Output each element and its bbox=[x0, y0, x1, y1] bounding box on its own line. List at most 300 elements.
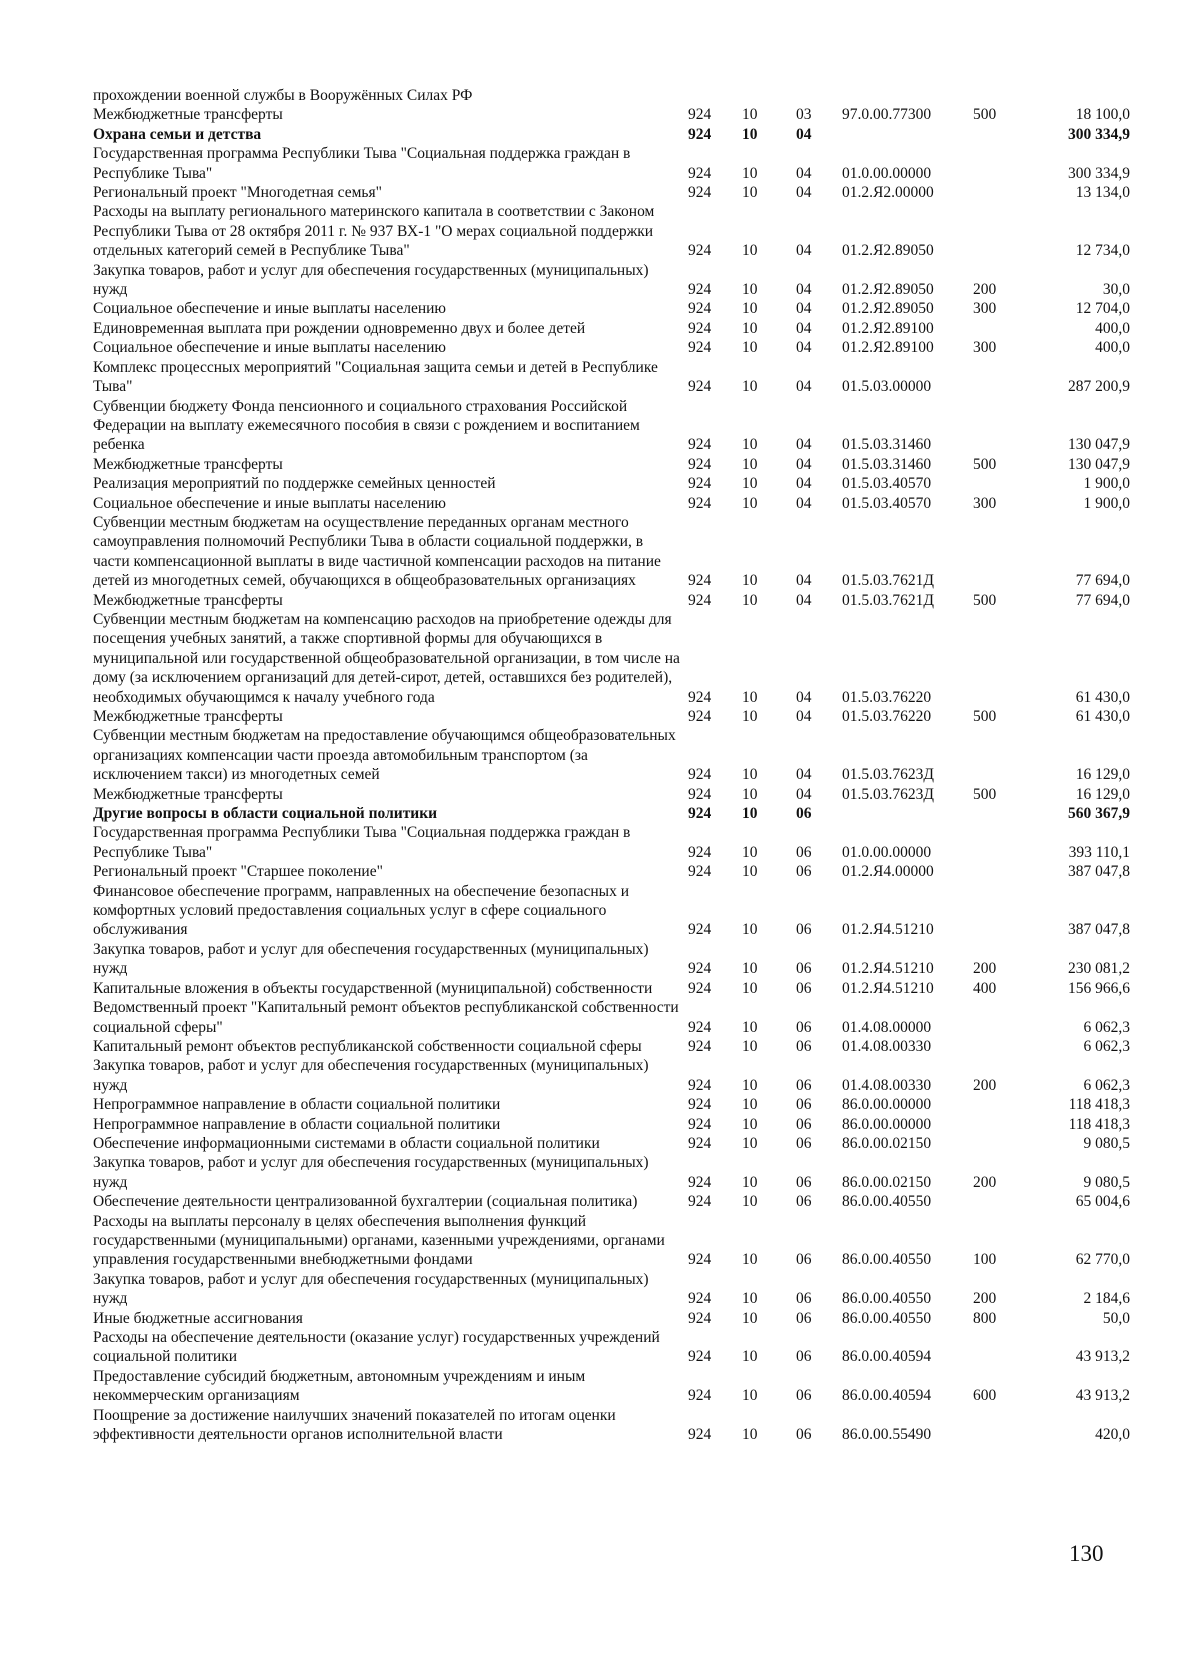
expense-type-cell bbox=[973, 1115, 1023, 1134]
table-row bbox=[93, 591, 1130, 610]
section-code-cell bbox=[742, 86, 796, 105]
target-article-cell bbox=[842, 804, 973, 823]
ved-code-cell: 924 bbox=[688, 921, 712, 939]
target-article-cell: 01.5.03.7623Д bbox=[842, 785, 934, 803]
section-code-cell: 10 bbox=[742, 494, 758, 512]
table-row bbox=[93, 474, 1130, 493]
section-code-cell: 10 bbox=[742, 863, 758, 881]
amount-cell: 62 770,0 bbox=[1075, 1251, 1130, 1269]
section-code-cell: 10 bbox=[742, 242, 758, 260]
section-code-cell: 10 bbox=[742, 572, 758, 590]
table-row bbox=[93, 862, 1130, 881]
expense-type-cell: 100 bbox=[973, 1251, 997, 1269]
amount-cell: 6 062,3 bbox=[1083, 1076, 1130, 1094]
expense-type-cell: 200 bbox=[973, 1290, 997, 1308]
amount-cell: 13 134,0 bbox=[1075, 184, 1130, 202]
expense-type-cell: 500 bbox=[973, 455, 997, 473]
section-code-cell: 10 bbox=[742, 378, 758, 396]
table-row bbox=[93, 726, 1130, 784]
amount-cell: 50,0 bbox=[1102, 1309, 1130, 1327]
target-article-cell: 01.5.03.76220 bbox=[842, 688, 932, 706]
amount-cell: 12 704,0 bbox=[1075, 300, 1130, 318]
table-row bbox=[93, 998, 1130, 1037]
target-article-cell: 01.5.03.40570 bbox=[842, 475, 932, 493]
expense-type-cell bbox=[973, 726, 1023, 784]
expense-type-cell bbox=[973, 610, 1023, 707]
row-name-cell: Капитальные вложения в объекты государственной (муниципальной) собственности bbox=[93, 979, 653, 997]
target-article-cell bbox=[842, 86, 973, 105]
section-code-cell: 10 bbox=[742, 339, 758, 357]
row-name-cell: Закупка товаров, работ и услуг для обеспечения государственных (муниципальных) нужд bbox=[93, 940, 649, 978]
expense-type-cell bbox=[973, 804, 1023, 823]
table-row bbox=[93, 882, 1130, 940]
row-name-cell: Закупка товаров, работ и услуг для обеспечения государственных (муниципальных) нужд bbox=[93, 261, 649, 299]
subsection-code-cell: 04 bbox=[796, 766, 812, 784]
section-code-cell: 10 bbox=[742, 1309, 758, 1327]
row-name-cell: Охрана семьи и детства bbox=[93, 125, 262, 143]
subsection-code-cell: 04 bbox=[796, 125, 812, 143]
ved-code-cell: 924 bbox=[688, 1037, 712, 1055]
expense-type-cell bbox=[973, 1037, 1023, 1056]
amount-cell: 300 334,9 bbox=[1068, 164, 1130, 182]
expense-type-cell bbox=[973, 319, 1023, 338]
expense-type-cell: 500 bbox=[973, 106, 997, 124]
row-name-cell: Комплекс процессных мероприятий "Социальная защита семьи и детей в Республике Тыва" bbox=[93, 358, 658, 396]
amount-cell bbox=[1023, 86, 1130, 105]
table-row bbox=[93, 785, 1130, 804]
subsection-code-cell: 06 bbox=[796, 1134, 812, 1152]
ved-code-cell: 924 bbox=[688, 1426, 712, 1444]
subsection-code-cell: 06 bbox=[796, 1348, 812, 1366]
ved-code-cell: 924 bbox=[688, 843, 712, 861]
expense-type-cell bbox=[973, 474, 1023, 493]
section-code-cell: 10 bbox=[742, 1018, 758, 1036]
amount-cell: 300 334,9 bbox=[1068, 125, 1130, 143]
target-article-cell: 01.2.Я2.89100 bbox=[842, 319, 934, 337]
target-article-cell bbox=[842, 125, 973, 144]
target-article-cell: 01.4.08.00330 bbox=[842, 1037, 932, 1055]
target-article-cell: 86.0.00.00000 bbox=[842, 1096, 932, 1114]
row-name-cell: Расходы на выплаты персоналу в целях обеспечения выполнения функций государственными (муниципальными) органами, казенными учреждениями, органами управления государственными внебюджетными фондами bbox=[93, 1212, 665, 1269]
amount-cell: 130 047,9 bbox=[1068, 436, 1130, 454]
target-article-cell: 01.5.03.40570 bbox=[842, 494, 932, 512]
ved-code-cell: 924 bbox=[688, 455, 712, 473]
subsection-code-cell: 04 bbox=[796, 572, 812, 590]
ved-code-cell: 924 bbox=[688, 378, 712, 396]
ved-code-cell: 924 bbox=[688, 164, 712, 182]
target-article-cell: 01.5.03.7623Д bbox=[842, 766, 934, 784]
subsection-code-cell: 04 bbox=[796, 300, 812, 318]
expense-type-cell: 300 bbox=[973, 300, 997, 318]
table-row bbox=[93, 319, 1130, 338]
expense-type-cell bbox=[973, 358, 1023, 397]
amount-cell: 43 913,2 bbox=[1075, 1387, 1130, 1405]
amount-cell: 387 047,8 bbox=[1068, 863, 1130, 881]
amount-cell: 77 694,0 bbox=[1075, 572, 1130, 590]
expense-type-cell: 200 bbox=[973, 281, 997, 299]
section-code-cell: 10 bbox=[742, 319, 758, 337]
row-name-cell: Межбюджетные трансферты bbox=[93, 106, 283, 124]
expense-type-cell bbox=[973, 513, 1023, 591]
subsection-code-cell: 06 bbox=[796, 1115, 812, 1133]
subsection-code-cell: 06 bbox=[796, 1290, 812, 1308]
subsection-code-cell: 06 bbox=[796, 1193, 812, 1211]
subsection-code-cell: 04 bbox=[796, 184, 812, 202]
expense-type-cell: 300 bbox=[973, 494, 997, 512]
section-code-cell: 10 bbox=[742, 708, 758, 725]
subsection-code-cell: 04 bbox=[796, 708, 812, 725]
expense-type-cell bbox=[973, 86, 1023, 105]
subsection-code-cell: 06 bbox=[796, 1018, 812, 1036]
subsection-code-cell: 06 bbox=[796, 979, 812, 997]
row-name-cell: Межбюджетные трансферты bbox=[93, 708, 283, 725]
ved-code-cell: 924 bbox=[688, 339, 712, 357]
section-code-cell: 10 bbox=[742, 281, 758, 299]
table-row bbox=[93, 823, 1130, 862]
ved-code-cell: 924 bbox=[688, 1018, 712, 1036]
table-row bbox=[93, 1309, 1130, 1328]
expense-type-cell: 500 bbox=[973, 785, 997, 803]
amount-cell: 16 129,0 bbox=[1075, 766, 1130, 784]
section-code-cell: 10 bbox=[742, 843, 758, 861]
subsection-code-cell: 04 bbox=[796, 591, 812, 609]
subsection-code-cell: 03 bbox=[796, 106, 812, 124]
section-code-cell: 10 bbox=[742, 591, 758, 609]
expense-type-cell bbox=[973, 1406, 1023, 1445]
ved-code-cell: 924 bbox=[688, 688, 712, 706]
ved-code-cell: 924 bbox=[688, 184, 712, 202]
page-number: 130 bbox=[1069, 1541, 1104, 1566]
ved-code-cell: 924 bbox=[688, 960, 712, 978]
section-code-cell: 10 bbox=[742, 106, 758, 124]
section-row bbox=[93, 125, 1130, 144]
amount-cell: 77 694,0 bbox=[1075, 591, 1130, 609]
section-code-cell: 10 bbox=[742, 688, 758, 706]
subsection-code-cell: 04 bbox=[796, 785, 812, 803]
row-name-cell: Субвенции местным бюджетам на предоставление обучающимся общеобразовательных организациях компенсации части проезда автомобильным транспортом (за исключением такси) из многодетных семей bbox=[93, 727, 676, 784]
ved-code-cell: 924 bbox=[688, 979, 712, 997]
target-article-cell: 86.0.00.02150 bbox=[842, 1134, 932, 1152]
target-article-cell: 01.2.Я2.89050 bbox=[842, 242, 934, 260]
amount-cell: 118 418,3 bbox=[1068, 1096, 1130, 1114]
target-article-cell: 01.2.Я2.89050 bbox=[842, 300, 934, 318]
ved-code-cell: 924 bbox=[688, 319, 712, 337]
table-row bbox=[93, 144, 1130, 183]
amount-cell: 400,0 bbox=[1095, 339, 1130, 357]
row-name-cell: Закупка товаров, работ и услуг для обеспечения государственных (муниципальных) нужд bbox=[93, 1154, 649, 1191]
amount-cell: 1 900,0 bbox=[1083, 494, 1130, 512]
row-name-cell: Расходы на обеспечение деятельности (оказание услуг) государственных учреждений социальной политики bbox=[93, 1329, 660, 1366]
expense-type-cell bbox=[973, 1095, 1023, 1114]
section-code-cell: 10 bbox=[742, 1426, 758, 1444]
subsection-code-cell: 04 bbox=[796, 378, 812, 396]
table-row bbox=[93, 1153, 1130, 1192]
target-article-cell: 01.2.Я4.51210 bbox=[842, 960, 934, 978]
expense-type-cell bbox=[973, 397, 1023, 455]
row-name-cell: Финансовое обеспечение программ, направленных на обеспечение безопасных и комфортных условий предоставления социальных услуг в сфере социального обслуживания bbox=[93, 882, 629, 939]
section-code-cell: 10 bbox=[742, 1134, 758, 1152]
ved-code-cell: 924 bbox=[688, 300, 712, 318]
amount-cell: 387 047,8 bbox=[1068, 921, 1130, 939]
row-name-cell: Социальное обеспечение и иные выплаты населению bbox=[93, 339, 447, 357]
ved-code-cell: 924 bbox=[688, 1096, 712, 1114]
row-name-cell: Расходы на выплату регионального материнского капитала в соответствии с Законом Республики Тыва от 28 октября 2011 г. № 937 ВХ-1 "О мерах социальной поддержки отдельных категорий семей в Республике Тыва" bbox=[93, 203, 655, 260]
row-name-cell: Межбюджетные трансферты bbox=[93, 591, 283, 609]
expense-type-cell bbox=[973, 862, 1023, 881]
amount-cell: 400,0 bbox=[1095, 319, 1130, 337]
target-article-cell: 01.5.03.7621Д bbox=[842, 572, 934, 590]
ved-code-cell: 924 bbox=[688, 1348, 712, 1366]
amount-cell: 2 184,6 bbox=[1083, 1290, 1130, 1308]
row-name-cell: Субвенции местным бюджетам на осуществление переданных органам местного самоуправления полномочий Республики Тыва в области социальной поддержки, в части компенсационной выплаты в виде частичной компенсации расходов на питание детей из многодетных семей, обучающихся в общеобразовательных организациях bbox=[93, 513, 661, 590]
expense-type-cell bbox=[973, 125, 1023, 144]
section-code-cell: 10 bbox=[742, 1387, 758, 1405]
budget-table-body bbox=[93, 86, 1130, 1444]
row-name-cell: Поощрение за достижение наилучших значений показателей по итогам оценки эффективности деятельности органов исполнительной власти bbox=[93, 1406, 616, 1444]
table-row bbox=[93, 338, 1130, 357]
subsection-code-cell: 04 bbox=[796, 164, 812, 182]
subsection-code-cell: 06 bbox=[796, 1037, 812, 1055]
row-name-cell: Другие вопросы в области социальной политики bbox=[93, 805, 438, 823]
row-name-cell: Межбюджетные трансферты bbox=[93, 785, 283, 803]
subsection-code-cell: 06 bbox=[796, 1173, 812, 1191]
amount-cell: 230 081,2 bbox=[1068, 960, 1130, 978]
table-row bbox=[93, 1056, 1130, 1095]
ved-code-cell: 924 bbox=[688, 591, 712, 609]
target-article-cell: 01.0.00.00000 bbox=[842, 164, 932, 182]
section-code-cell: 10 bbox=[742, 1251, 758, 1269]
target-article-cell: 01.2.Я2.00000 bbox=[842, 184, 934, 202]
row-name-cell: Предоставление субсидий бюджетным, автономным учреждениям и иным некоммерческим организациям bbox=[93, 1367, 586, 1405]
amount-cell: 560 367,9 bbox=[1068, 805, 1130, 823]
subsection-code-cell: 06 bbox=[796, 1096, 812, 1114]
amount-cell: 9 080,5 bbox=[1083, 1173, 1130, 1191]
section-code-cell: 10 bbox=[742, 475, 758, 493]
amount-cell: 156 966,6 bbox=[1068, 979, 1130, 997]
expense-type-cell bbox=[973, 202, 1023, 260]
ved-code-cell: 924 bbox=[688, 1251, 712, 1269]
subsection-code-cell: 04 bbox=[796, 319, 812, 337]
expense-type-cell bbox=[973, 1192, 1023, 1211]
table-row bbox=[93, 940, 1130, 979]
amount-cell: 61 430,0 bbox=[1075, 708, 1130, 725]
amount-cell: 16 129,0 bbox=[1075, 785, 1130, 803]
ved-code-cell: 924 bbox=[688, 1076, 712, 1094]
amount-cell: 61 430,0 bbox=[1075, 688, 1130, 706]
target-article-cell: 86.0.00.55490 bbox=[842, 1426, 932, 1444]
table-row bbox=[93, 183, 1130, 202]
subsection-code-cell: 04 bbox=[796, 242, 812, 260]
row-name-cell: Единовременная выплата при рождении одновременно двух и более детей bbox=[93, 319, 586, 337]
amount-cell: 393 110,1 bbox=[1068, 843, 1130, 861]
table-row bbox=[93, 494, 1130, 513]
section-code-cell: 10 bbox=[742, 1290, 758, 1308]
ved-code-cell bbox=[688, 86, 742, 105]
table-row bbox=[93, 1212, 1130, 1270]
table-row bbox=[93, 105, 1130, 124]
section-code-cell: 10 bbox=[742, 1096, 758, 1114]
table-row bbox=[93, 1115, 1130, 1134]
expense-type-cell bbox=[973, 183, 1023, 202]
ved-code-cell: 924 bbox=[688, 494, 712, 512]
table-row bbox=[93, 299, 1130, 318]
target-article-cell: 86.0.00.40594 bbox=[842, 1387, 932, 1405]
expense-type-cell: 200 bbox=[973, 1076, 997, 1094]
row-name-cell: Региональный проект "Старшее поколение" bbox=[93, 863, 383, 881]
ved-code-cell: 924 bbox=[688, 281, 712, 299]
expense-type-cell: 500 bbox=[973, 708, 997, 725]
amount-cell: 6 062,3 bbox=[1083, 1037, 1130, 1055]
subsection-code-cell: 06 bbox=[796, 1076, 812, 1094]
table-row bbox=[93, 513, 1130, 591]
target-article-cell: 86.0.00.40550 bbox=[842, 1290, 932, 1308]
subsection-code-cell: 04 bbox=[796, 339, 812, 357]
target-article-cell: 01.5.03.31460 bbox=[842, 455, 932, 473]
table-row bbox=[93, 455, 1130, 474]
amount-cell: 12 734,0 bbox=[1075, 242, 1130, 260]
subsection-code-cell: 06 bbox=[796, 1309, 812, 1327]
subsection-code-cell: 06 bbox=[796, 843, 812, 861]
table-row bbox=[93, 397, 1130, 455]
section-code-cell: 10 bbox=[742, 125, 758, 143]
subsection-code-cell: 06 bbox=[796, 1251, 812, 1269]
amount-cell: 30,0 bbox=[1102, 281, 1130, 299]
section-code-cell: 10 bbox=[742, 436, 758, 454]
section-code-cell: 10 bbox=[742, 960, 758, 978]
expense-type-cell: 200 bbox=[973, 960, 997, 978]
row-name-cell: Иные бюджетные ассигнования bbox=[93, 1309, 303, 1327]
subsection-code-cell: 06 bbox=[796, 1387, 812, 1405]
ved-code-cell: 924 bbox=[688, 1134, 712, 1152]
row-name-cell: Межбюджетные трансферты bbox=[93, 455, 283, 473]
amount-cell: 43 913,2 bbox=[1075, 1348, 1130, 1366]
target-article-cell: 86.0.00.40550 bbox=[842, 1309, 932, 1327]
target-article-cell: 01.2.Я2.89050 bbox=[842, 281, 934, 299]
table-row bbox=[93, 1270, 1130, 1309]
ved-code-cell: 924 bbox=[688, 106, 712, 124]
row-name-cell: Непрограммное направление в области социальной политики bbox=[93, 1115, 501, 1133]
row-name-cell: прохождении военной службы в Вооружённых Силах РФ bbox=[93, 87, 473, 104]
row-name-cell: Субвенции местным бюджетам на компенсацию расходов на приобретение одежды для посещения учебных занятий, а также спортивной формы для обучающихся в муниципальной или государственной общеобразовательной организации, в том числе на дому (за исключением организаций для детей-сирот, детей, оставшихся без родителей), необходимых обучающимся к началу учебного года bbox=[93, 610, 680, 706]
table-row bbox=[93, 979, 1130, 998]
section-code-cell: 10 bbox=[742, 184, 758, 202]
row-name-cell: Капитальный ремонт объектов республиканской собственности социальной сферы bbox=[93, 1037, 642, 1055]
amount-cell: 287 200,9 bbox=[1068, 378, 1130, 396]
target-article-cell: 86.0.00.00000 bbox=[842, 1115, 932, 1133]
table-row bbox=[93, 1095, 1130, 1114]
section-code-cell: 10 bbox=[742, 766, 758, 784]
row-name-cell: Государственная программа Республики Тыва "Социальная поддержка граждан в Республике Тыва" bbox=[93, 824, 631, 861]
section-code-cell: 10 bbox=[742, 1348, 758, 1366]
row-name-cell: Реализация мероприятий по поддержке семейных ценностей bbox=[93, 475, 496, 493]
ved-code-cell: 924 bbox=[688, 766, 712, 784]
subsection-code-cell: 06 bbox=[796, 863, 812, 881]
target-article-cell: 01.2.Я2.89100 bbox=[842, 339, 934, 357]
section-code-cell: 10 bbox=[742, 1037, 758, 1055]
amount-cell: 130 047,9 bbox=[1068, 455, 1130, 473]
subsection-code-cell: 06 bbox=[796, 805, 812, 823]
row-name-cell: Субвенции бюджету Фонда пенсионного и социального страхования Российской Федерации на выплату ежемесячного пособия в связи с рождением и воспитанием ребенка bbox=[93, 397, 640, 454]
ved-code-cell: 924 bbox=[688, 242, 712, 260]
expense-type-cell: 300 bbox=[973, 339, 997, 357]
target-article-cell: 97.0.00.77300 bbox=[842, 106, 932, 124]
row-name-cell: Закупка товаров, работ и услуг для обеспечения государственных (муниципальных) нужд bbox=[93, 1270, 649, 1308]
section-code-cell: 10 bbox=[742, 455, 758, 473]
ved-code-cell: 924 bbox=[688, 708, 712, 725]
table-row bbox=[93, 1192, 1130, 1211]
table-row bbox=[93, 261, 1130, 300]
target-article-cell: 86.0.00.40550 bbox=[842, 1193, 932, 1211]
expense-type-cell: 600 bbox=[973, 1387, 997, 1405]
row-name-cell: Закупка товаров, работ и услуг для обеспечения государственных (муниципальных) нужд bbox=[93, 1057, 649, 1094]
target-article-cell: 01.5.03.7621Д bbox=[842, 591, 934, 609]
target-article-cell: 01.5.03.31460 bbox=[842, 436, 932, 454]
ved-code-cell: 924 bbox=[688, 475, 712, 493]
target-article-cell: 01.2.Я4.51210 bbox=[842, 979, 934, 997]
section-code-cell: 10 bbox=[742, 300, 758, 318]
table-row bbox=[93, 86, 1130, 105]
ved-code-cell: 924 bbox=[688, 572, 712, 590]
row-name-cell: Социальное обеспечение и иные выплаты населению bbox=[93, 300, 447, 318]
table-row bbox=[93, 610, 1130, 707]
table-row bbox=[93, 1134, 1130, 1153]
target-article-cell: 01.5.03.76220 bbox=[842, 708, 932, 725]
amount-cell: 6 062,3 bbox=[1083, 1018, 1130, 1036]
expense-type-cell: 400 bbox=[973, 979, 997, 997]
expense-type-cell bbox=[973, 1328, 1023, 1367]
table-row bbox=[93, 1328, 1130, 1367]
target-article-cell: 01.2.Я4.00000 bbox=[842, 863, 934, 881]
subsection-code-cell: 04 bbox=[796, 436, 812, 454]
section-code-cell: 10 bbox=[742, 1173, 758, 1191]
section-code-cell: 10 bbox=[742, 805, 758, 823]
subsection-code-cell: 04 bbox=[796, 281, 812, 299]
expense-type-cell: 500 bbox=[973, 591, 997, 609]
row-name-cell: Ведомственный проект "Капитальный ремонт объектов республиканской собственности социальной сферы" bbox=[93, 999, 679, 1036]
expense-type-cell bbox=[973, 1134, 1023, 1153]
section-code-cell: 10 bbox=[742, 164, 758, 182]
target-article-cell: 86.0.00.02150 bbox=[842, 1173, 932, 1191]
section-code-cell: 10 bbox=[742, 1193, 758, 1211]
ved-code-cell: 924 bbox=[688, 1193, 712, 1211]
target-article-cell: 86.0.00.40550 bbox=[842, 1251, 932, 1269]
section-code-cell: 10 bbox=[742, 979, 758, 997]
amount-cell: 420,0 bbox=[1095, 1426, 1130, 1444]
row-name-cell: Непрограммное направление в области социальной политики bbox=[93, 1096, 501, 1114]
expense-type-cell bbox=[973, 144, 1023, 183]
table-row bbox=[93, 1367, 1130, 1406]
subsection-code-cell: 04 bbox=[796, 494, 812, 512]
ved-code-cell: 924 bbox=[688, 785, 712, 803]
section-row bbox=[93, 804, 1130, 823]
amount-cell: 9 080,5 bbox=[1083, 1134, 1130, 1152]
expense-type-cell: 800 bbox=[973, 1309, 997, 1327]
row-name-cell: Государственная программа Республики Тыва "Социальная поддержка граждан в Республике Тыва" bbox=[93, 145, 631, 182]
table-row bbox=[93, 358, 1130, 397]
row-name-cell: Социальное обеспечение и иные выплаты населению bbox=[93, 494, 447, 512]
ved-code-cell: 924 bbox=[688, 1173, 712, 1191]
expense-type-cell bbox=[973, 823, 1023, 862]
subsection-code-cell: 06 bbox=[796, 921, 812, 939]
target-article-cell: 01.4.08.00330 bbox=[842, 1076, 932, 1094]
expense-type-cell bbox=[973, 882, 1023, 940]
ved-code-cell: 924 bbox=[688, 1115, 712, 1133]
table-row bbox=[93, 202, 1130, 260]
ved-code-cell: 924 bbox=[688, 1387, 712, 1405]
expense-type-cell bbox=[973, 998, 1023, 1037]
section-code-cell: 10 bbox=[742, 1115, 758, 1133]
amount-cell: 1 900,0 bbox=[1083, 475, 1130, 493]
